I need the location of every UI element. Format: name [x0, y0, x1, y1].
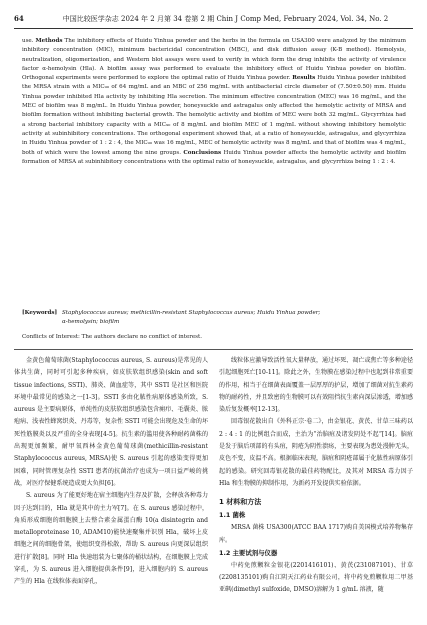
page-number: 64 — [14, 14, 24, 23]
abstract-rule — [14, 349, 413, 350]
abstract-intro-text: use. — [22, 38, 36, 44]
right-column — [219, 355, 413, 597]
section-heading-materials-methods: 1 材料和方法 — [219, 498, 262, 507]
keywords-label: [Keywords] — [22, 310, 58, 316]
conclusions-label: Conclusions — [183, 149, 222, 156]
keywords-block — [22, 309, 406, 342]
page-header — [14, 11, 413, 27]
keywords-row — [22, 309, 406, 328]
left-column — [14, 355, 208, 589]
intro-paragraph-2: S. aureus 为了能更好地在宿主细胞内生存及扩散，会释放各种毒力因子达到目的，Hla 就是其中的主力军[7]。在 S. aureus 感染过程中，角质形成细胞的细胞膜上去整合素金属蛋白酶 10(a disintegrin and metalloproteinase 10, ADAM10)能快速聚集并识别 Hla，破坏上皮细胞之间的细胞骨架，使组织变得松散，帮助 S. aureus 向更深层组织进行扩散[8]。同时 Hla 快速组装为七聚体的桶状结构，在细胞膜上完成穿孔，为 S. aureus 进入细胞提供条件[9]，进入细胞内的 S. aureus 产生的 Hla 在线粒体表面穿孔， — [14, 492, 208, 586]
keywords-line-2: α-hemolysin; biofilm — [62, 319, 120, 326]
intro-paragraph-3: 线粒体应激导致活性氧大量释放，通过坏死、凋亡或焦亡等多种途径引起细胞死亡[10-11]。除此之外，生物膜在感染过程中也起到非常重要的作用，相当于在细菌表面覆盖一层厚厚的护层，增加了细菌对抗生素药物的耐药性，并且致密的生物膜可以有效阻挡抗生素向深层渗透，增加感染后复发概率[12-13]。 — [219, 357, 413, 414]
conclusions-text: Huidu Yinhua powder affects the hemolytic activity and biofilm formation of MRSA at subinhibitory concentrations with the optimal ratio of honeysuckle, astragalus, and glycyrrhiza being 1 : 2 : 4. — [22, 149, 406, 165]
keywords-content — [62, 309, 406, 328]
results-label: Results — [292, 75, 316, 82]
intro-paragraph-1: 金黄色葡萄球菌(Staphylococcus aureus, S. aureus)是常见的人体共生菌，同时可引起多种疾病，如皮肤软组织感染(skin and soft tissue infections, SSTI)、肺炎、菌血症等，其中 SSTI 是社区和医院环境中最常见的感染之一[1-3]。SSTI 多由化脓性病原体感染所致，S. aureus 是主要病原体，单纯性的皮肤软组织感染包含痈疖、毛囊炎、脓疱病、浅表性蜂窝织炎、丹毒等，复杂性 SSTI 可能会出现危及生命的坏死性筋膜炎以及严重的全身表现[4-5]。抗生素的滥用使各种耐药菌株的出现更加频繁，耐甲氧西林金黄色葡萄球菌(methicillin-resistant Staphylococcus aureus, MRSA)使 S. aureus 引起的感染变得更加困难，同时管理复杂性 SSTI 患者的抗菌治疗也成为一项日益严峻的挑战，对医疗保健系统造成更大负担[6]。 — [14, 357, 208, 487]
methods-text: The inhibitory effects of Huidu Yinhua powder and the herbs in the formula on USA300 were analyzed by the minimum inhibitory concentration (MIC), minimum bactericidal concentration (MBC), and disk diffusion assay (K-B method). Hemolysis, neutralization, oligomerization, and Western blot assays were used to verify in which form the drug inhibits the activity of virulence factor α-hemolysin (Hla). A biofilm assay was performed to evaluate the inhibitory effect of Huidu Yinhua powder on biofilm. Orthogonal experiments were performed to explore the optimal ratio of Huidu Yinhua powder. — [22, 38, 406, 82]
conflicts-of-interest: Conflicts of Interest: The authors declare no conflict of interest. — [22, 333, 203, 340]
intro-paragraph-4: 回毒银花散出自《外科正宗·卷二》，由金银花、黄芪、甘草三味药以 2 : 4 : 1 的比例组合而成，主治为“治脑疽及诸发阴处不起”[14]。脑疽是发于脑后项部的有头疽，阴疮为阴性溃疡，主要表现为患处漫肿无头，皮色不变，皮温不高。根据临床表现，脑疽和阴疮部属于化脓性病原体引起的感染。研究回毒银花散的最佳药物配比，及其对 MRSA 毒力因子 Hla 和生物膜的抑制作用，为新药开发提供实验依据。 — [219, 418, 413, 487]
keywords-line-1: Staphylococcus aureus; methicillin-resistant Staphylococcus aureus; Huidu Yinhua powder; — [62, 310, 321, 316]
journal-running-head: 中国比较医学杂志 2024 年 2 月第 34 卷第 2 期 Chin J Comp Med, February 2024, Vol. 34, No. 2 — [62, 15, 389, 23]
subsection-heading-reagents: 1.2 主要试剂与仪器 — [219, 548, 278, 557]
subsection-heading-strain: 1.1 菌株 — [219, 511, 246, 520]
results-text: Huidu Yinhua powder inhibited the MRSA strain with a MIC₉₀ of 64 mg/mL and an MBC of 256 mg/mL with antibacterial circle diameter of (7.50±0.50) mm. Huidu Yinhua powder inhibited Hla activity by inhibiting Hla secretion. The minimum effective concentration (MEC) was 16 mg/mL, and the MEC of biofilm was 8 mg/mL. In Huidu Yinhua powder, honeysuckle and astragalus only affected the hemolytic activity of MRSA and biofilm formation without inhibiting bacterial growth. The hemolytic activity and biofilm of MEC were both 32 mg/mL. Glycyrrhiza had a strong bacterial inhibitory capacity with a MIC₉₀ of 8 mg/mL and biofilm MEC of 1 mg/mL without showing inhibitory hemolytic activity at subinhibitory concentrations. The orthogonal experiment showed that, at a ratio of honeysuckle, astragalus, and glycyrrhiza in Huidu Yinhua powder of 1 : 2 : 4, the MIC₉₀ was 16 mg/mL, MEC of hemolytic activity was 8 mg/mL and that of biofilm was 4 mg/mL, both of which were the lowest among the nine groups. — [22, 75, 406, 156]
header-rule — [14, 28, 413, 29]
methods-label: Methods — [35, 38, 63, 44]
strain-paragraph: MRSA 菌株 USA300(ATCC BAA 1717)购自美国模式培养物集存库。 — [219, 524, 413, 544]
abstract-body — [22, 37, 406, 167]
reagents-paragraph: 中药免煎颗粒金银花(2201416101)、黄芪(231087101)、甘草(2208135101)购自江阴天江药业有限公司，将中药免煎颗粒用二甲基亚砜(dimethyl sulfoxide, DMSO)溶解为 1 g/mL 溶液，随 — [219, 561, 413, 594]
